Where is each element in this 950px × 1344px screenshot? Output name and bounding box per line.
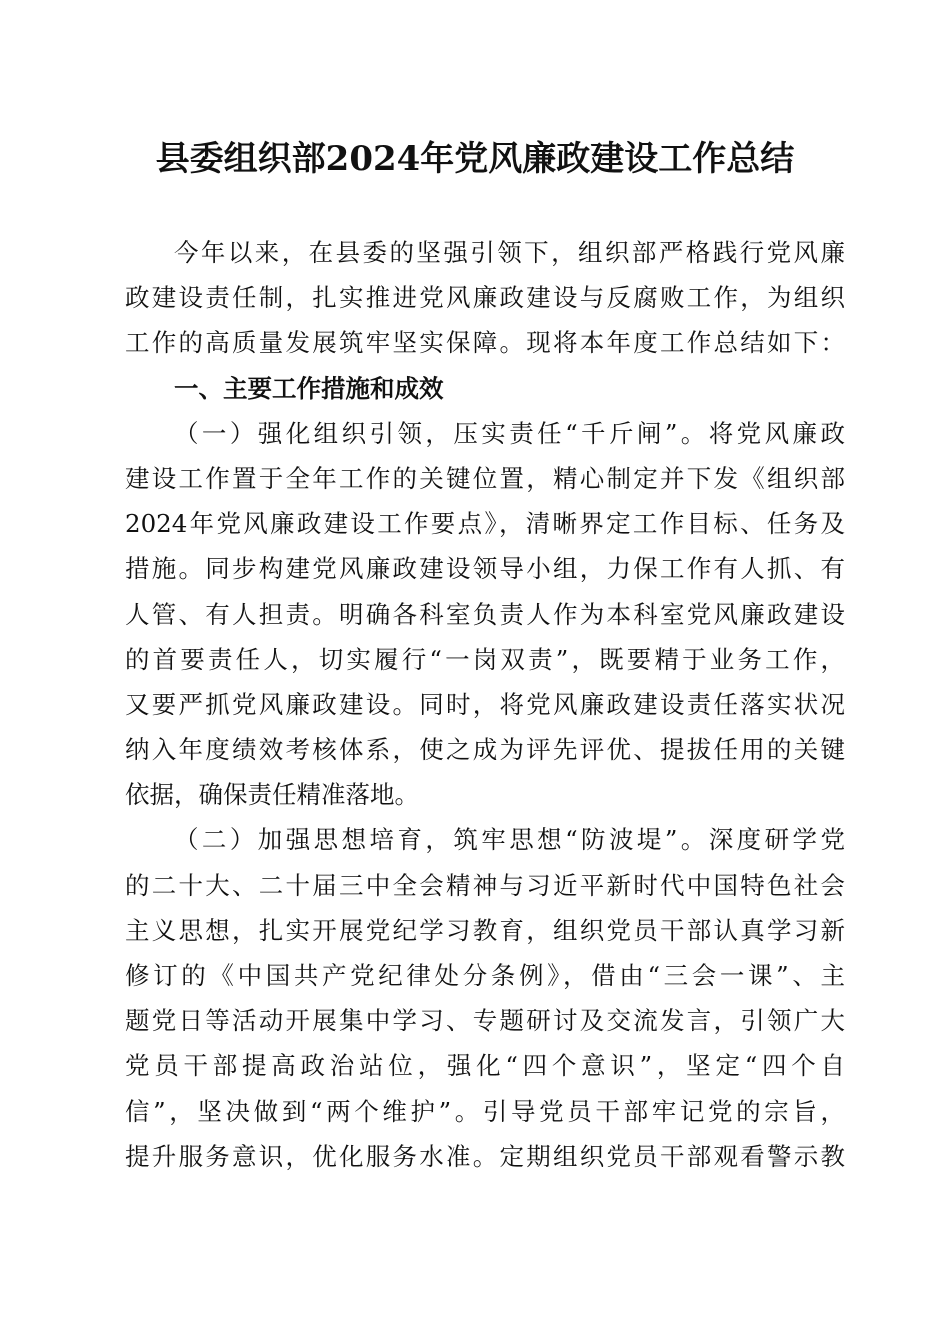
paragraph-line: 的首要责任人，切实履行“一岗双责”，既要精于业务工作， [125,644,845,674]
paragraph-line: 的二十大、二十届三中全会精神与习近平新时代中国特色社会 [125,870,845,900]
document-title: 县委组织部2024年党风廉政建设工作总结 [155,139,795,179]
paragraph-line: 建设工作置于全年工作的关键位置，精心制定并下发《组织部 [125,463,845,493]
paragraph-line: （一）强化组织引领，压实责任“千斤闸”。将党风廉政 [174,418,845,448]
paragraph-line: 修订的《中国共产党纪律处分条例》，借由“三会一课”、主 [125,961,845,990]
paragraph-line: 措施。同步构建党风廉政建设领导小组，力保工作有人抓、有 [125,554,845,584]
paragraph-line: 依据，确保责任精准落地。 [125,780,419,810]
paragraph-line: 又要严抓党风廉政建设。同时，将党风廉政建设责任落实状况 [125,689,845,719]
intro-line: 工作的高质量发展筑牢坚实保障。现将本年度工作总结如下： [125,328,845,358]
intro-line: 政建设责任制，扎实推进党风廉政建设与反腐败工作，为组织 [125,283,845,313]
paragraph-line: 信”，坚决做到“两个维护”。引导党员干部牢记党的宗旨， [125,1096,845,1126]
paragraph-line: （二）加强思想培育，筑牢思想“防波堤”。深度研学党 [174,825,845,855]
intro-line: 今年以来，在县委的坚强引领下，组织部严格践行党风廉 [174,238,845,267]
paragraph-line: 题党日等活动开展集中学习、专题研讨及交流发言，引领广大 [125,1006,845,1036]
paragraph-line: 纳入年度绩效考核体系，使之成为评先评优、提拔任用的关键 [125,735,845,765]
document-body [125,230,845,1179]
section-heading: 一、主要工作措施和成效 [174,373,444,403]
paragraph-line: 人管、有人担责。明确各科室负责人作为本科室党风廉政建设 [125,599,845,629]
paragraph-line: 提升服务意识，优化服务水准。定期组织党员干部观看警示教 [125,1141,845,1171]
paragraph-line: 2024年党风廉政建设工作要点》，清晰界定工作目标、任务及 [125,509,845,539]
paragraph-line: 党员干部提高政治站位，强化“四个意识”，坚定“四个自 [125,1051,845,1081]
paragraph-line: 主义思想，扎实开展党纪学习教育，组织党员干部认真学习新 [125,915,845,945]
